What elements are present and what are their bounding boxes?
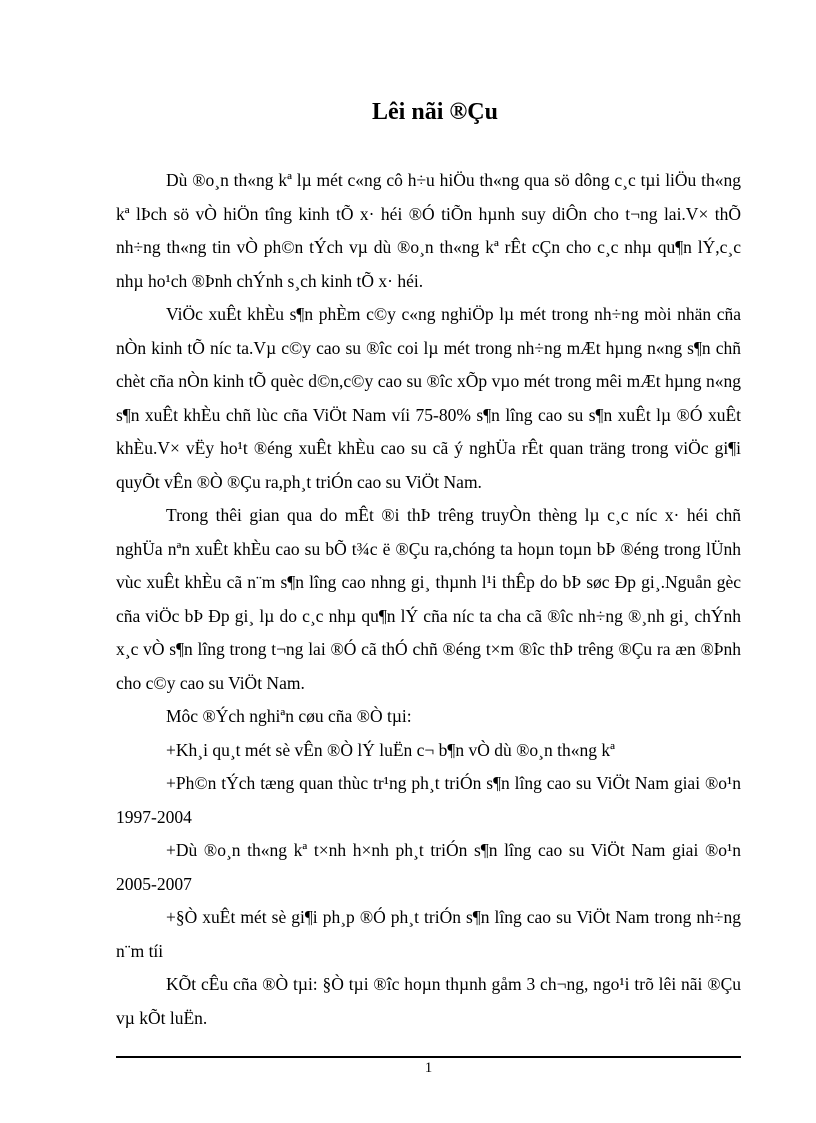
objective-item: +Dù ®o¸n th«ng kª t×nh h×nh ph¸t triÓn s¶n lîng cao su ViÖt Nam giai ®o¹n 2005-2007 bbox=[116, 840, 741, 894]
objective-item: +§Ò xuÊt mét sè gi¶i ph¸p ®Ó ph¸t triÓn s¶n lîng cao su ViÖt Nam trong nh÷ng n¨m tíi bbox=[116, 907, 741, 961]
page-number: 1 bbox=[424, 1060, 433, 1076]
paragraph-objectives-heading: Môc ®Ých nghiªn cøu cña ®Ò tµi: bbox=[166, 706, 412, 726]
paragraph-intro: Dù ®o¸n th«ng kª lµ mét c«ng cô h÷u hiÖu th«ng qua sö dông c¸c tµi liÖu th«ng kª lÞch sö vÒ hiÖn tîng kinh tÕ x· héi ®Ó tiÕn hµnh suy diÔn cho t¬ng lai.V× thÕ nh÷ng th«ng tin vÒ ph©n tÝch vµ dù ®o¸n th«ng kª rÊt cÇn cho c¸c nhµ qu¶n lÝ,c¸c nhµ ho¹ch ®Þnh chÝnh s¸ch kinh tÕ x· héi. bbox=[116, 170, 741, 291]
paragraph-export: ViÖc xuÊt khÈu s¶n phÈm c©y c«ng nghiÖp lµ mét trong nh÷ng mòi nhän cña nÒn kinh tÕ níc ta.Vµ c©y cao su ®îc coi lµ mét trong nh÷ng mÆt hµng n«ng s¶n chñ chèt cña nÒn kinh tÕ quèc d©n,c©y cao su ®îc xÕp vµo mét trong mêi mÆt hµng n«ng s¶n xuÊt khÈu chñ lùc cña ViÖt Nam víi 75-80% s¶n lîng cao su s¶n xuÊt lµ ®Ó xuÊt khÈu.V× vËy ho¹t ®éng xuÊt khÈu cao su cã ý nghÜa rÊt quan träng trong viÖc gi¶i quyÕt vÊn ®Ò ®Çu ra,ph¸t triÓn cao su ViÖt Nam. bbox=[116, 304, 741, 492]
document-body bbox=[116, 164, 741, 1035]
page-title: Lêi nãi ®Çu bbox=[372, 99, 498, 125]
paragraph-market: Trong thêi gian qua do mÊt ®i thÞ trêng truyÒn thèng lµ c¸c níc x· héi chñ nghÜa nªn xuÊt khÈu cao su bÕ t¾c ë ®Çu ra,chóng ta hoµn toµn bÞ ®éng trong lÜnh vùc xuÊt khÈu cã n¨m s¶n lîng cao nhng gi¸ thµnh l¹i thÊp do bÞ søc Ðp gi¸.Nguån gèc cña viÖc bÞ Ðp gi¸ lµ do c¸c nhµ qu¶n lÝ cña níc ta cha cã ®îc nh÷ng ®¸nh gi¸ chÝnh x¸c vÒ s¶n lîng trong t¬ng lai ®Ó cã thÓ chñ ®éng t×m ®îc thÞ trêng ®Çu ra æn ®Þnh cho c©y cao su ViÖt Nam. bbox=[116, 505, 741, 693]
objective-item: +Ph©n tÝch tæng quan thùc tr¹ng ph¸t triÓn s¶n lîng cao su ViÖt Nam giai ®o¹n 1997-2004 bbox=[116, 773, 741, 827]
paragraph-structure: KÕt cÊu cña ®Ò tµi: §Ò tµi ®îc hoµn thµnh gåm 3 ch¬ng, ngo¹i trõ lêi nãi ®Çu vµ kÕt luËn. bbox=[116, 974, 741, 1028]
objective-item: +Kh¸i qu¸t mét sè vÊn ®Ò lÝ luËn c¬ b¶n vÒ dù ®o¸n th«ng kª bbox=[166, 739, 615, 760]
